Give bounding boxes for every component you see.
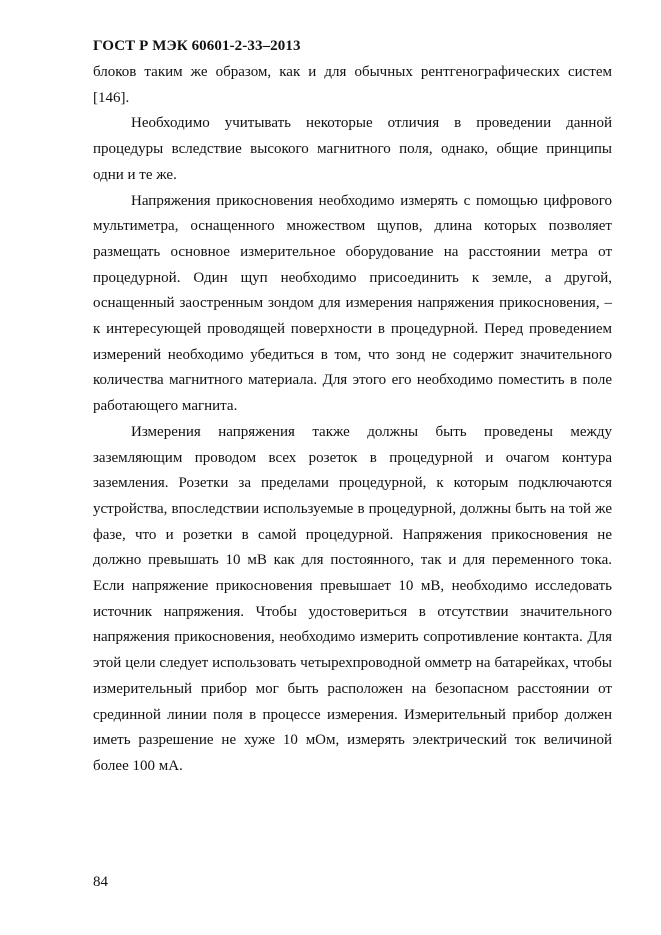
paragraph-touch-voltage-measurement: Напряжения прикосновения необходимо измерять с помощью цифрового мультиметра, оснащенного множеством щупов, длина которых позволяет размещать основное измерительное оборудование на расстоянии метра от процедурной. Один щуп необходимо присоединить к земле, а другой, оснащенный заостренным зондом для измерения напряжения прикосновения, – к интересующей проводящей поверхности в процедурной. Перед проведением измерений необходимо убедиться в том, что зонд не содержит значительного количества магнитного материала. Для этого его необходимо поместить в поле работающего магнита. <box>93 192 612 415</box>
paragraph-continuation: блоков таким же образом, как и для обычных рентгенографических систем [146]. <box>93 64 612 106</box>
document-body <box>93 60 612 780</box>
page-number: 84 <box>93 874 108 890</box>
document-header: ГОСТ Р МЭК 60601-2-33–2013 <box>93 38 301 54</box>
paragraph-voltage-requirements: Измерения напряжения также должны быть проведены между заземляющим проводом всех розеток в процедурной и очагом контура заземления. Розетки за пределами процедурной, к которым подключаются устройства, впоследствии используемые в процедурной, должны быть на той же фазе, что и розетки в самой процедурной. Напряжения прикосновения не должно превышать 10 мВ как для постоянного, так и для переменного тока. Если напряжение прикосновения превышает 10 мВ, необходимо исследовать источник напряжения. Чтобы удостовериться в отсутствии значительного напряжения прикосновения, необходимо измерить сопротивление контакта. Для этой цели следует использовать четырехпроводной омметр на батарейках, чтобы измерительный прибор мог быть расположен на безопасном расстоянии от срединной линии поля в процессе измерения. Измерительный прибор должен иметь разрешение не хуже 10 мОм, измерять электрический ток величиной более 100 мА. <box>93 423 612 774</box>
paragraph-procedure-differences: Необходимо учитывать некоторые отличия в проведении данной процедуры вследствие высокого магнитного поля, однако, общие принципы одни и те же. <box>93 115 612 183</box>
